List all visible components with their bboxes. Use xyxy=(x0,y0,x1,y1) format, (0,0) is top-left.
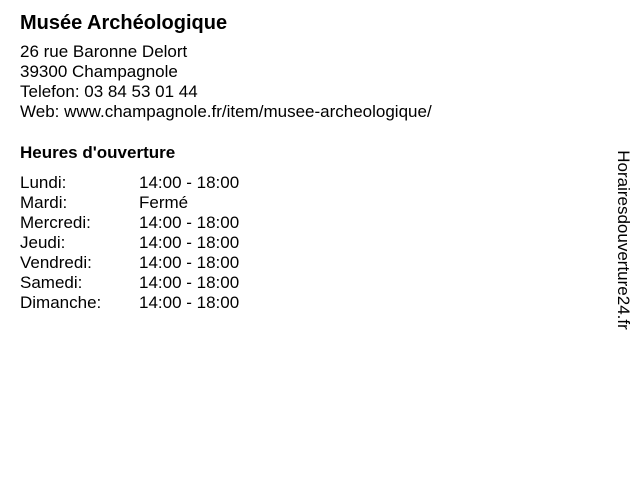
place-card xyxy=(20,10,600,313)
day-time: 14:00 - 18:00 xyxy=(139,253,240,272)
day-label: Mardi: xyxy=(20,193,68,212)
hours-row-samedi xyxy=(20,273,600,293)
hours-row-mardi xyxy=(20,193,600,213)
day-label: Vendredi: xyxy=(20,253,92,272)
hours-row-vendredi xyxy=(20,253,600,273)
phone-line[interactable]: Telefon: 03 84 53 01 44 xyxy=(20,82,198,101)
day-label: Mercredi: xyxy=(20,213,91,232)
hours-row-lundi xyxy=(20,173,600,193)
day-label: Samedi: xyxy=(20,273,83,292)
day-time: 14:00 - 18:00 xyxy=(139,233,240,252)
day-time: 14:00 - 18:00 xyxy=(139,173,240,192)
day-label: Lundi: xyxy=(20,173,67,192)
web-prefix: Web: xyxy=(20,102,65,121)
site-watermark: Horairesdouverture24.fr xyxy=(614,150,633,330)
place-title: Musée Archéologique xyxy=(20,12,228,34)
day-time: 14:00 - 18:00 xyxy=(139,273,240,292)
day-label: Dimanche: xyxy=(20,293,102,312)
day-label: Jeudi: xyxy=(20,233,66,252)
web-line xyxy=(20,102,600,122)
website-link[interactable]: www.champagnole.fr/item/musee-archeologique/ xyxy=(64,102,432,121)
hours-row-jeudi xyxy=(20,233,600,253)
city-postcode: 39300 Champagnole xyxy=(20,62,178,81)
day-time: Fermé xyxy=(139,193,189,212)
street-address: 26 rue Baronne Delort xyxy=(20,42,188,61)
hours-heading: Heures d'ouverture xyxy=(20,143,176,162)
hours-table xyxy=(20,173,600,313)
hours-row-mercredi xyxy=(20,213,600,233)
hours-row-dimanche xyxy=(20,293,600,313)
day-time: 14:00 - 18:00 xyxy=(139,213,240,232)
day-time: 14:00 - 18:00 xyxy=(139,293,240,312)
